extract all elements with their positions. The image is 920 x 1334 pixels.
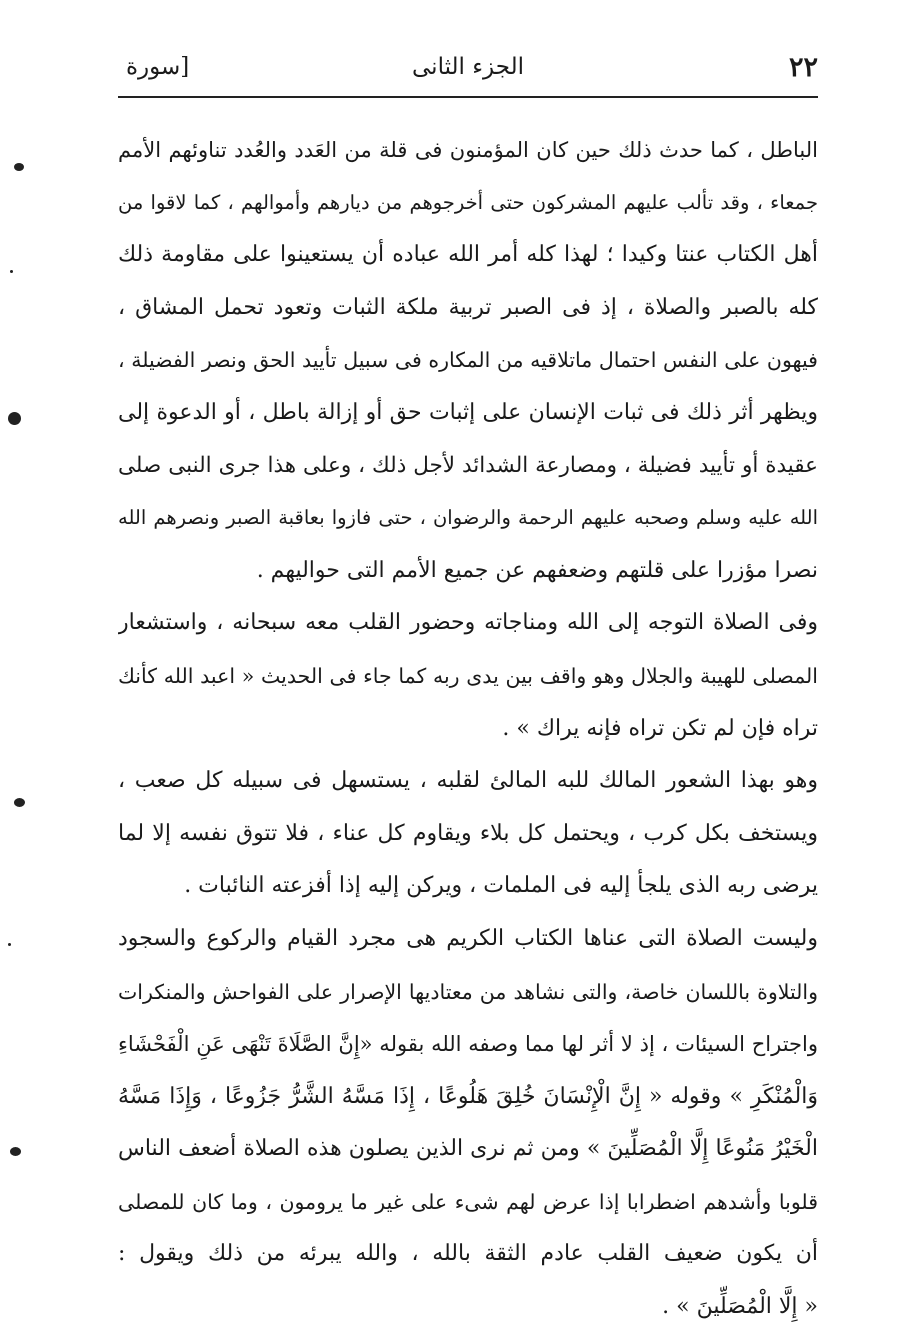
text-line: واجتراح السيئات ، إذ لا أثر لها مما وصفه الله بقوله «إِنَّ الصَّلَاةَ تَنْهَى عَنِ الْفَحْشَاءِ: [118, 1032, 818, 1057]
scan-speck: [10, 1147, 21, 1156]
running-title: الجزء الثانى: [412, 54, 524, 80]
body-text: [118, 124, 818, 1334]
text-line: وهو بهذا الشعور المالك للبه المالئ لقلبه ، يستسهل فى سبيله كل صعب ،: [118, 768, 818, 794]
text-line: ويستخف بكل كرب ، ويحتمل كل بلاء ويقاوم كل عناء ، فلا تتوق نفسه إلا لما: [118, 820, 818, 846]
text-line: والتلاوة باللسان خاصة، والتى نشاهد من معتاديها الإصرار على الفواحش والمنكرات: [118, 979, 818, 1004]
text-line: جمعاء ، وقد تألب عليهم المشركون حتى أخرجوهم من ديارهم وأموالهم ، كما لاقوا من: [118, 190, 818, 214]
scan-speck: [8, 412, 21, 425]
text-line: عقيدة أو تأييد فضيلة ، ومصارعة الشدائد لأجل ذلك ، وعلى هذا جرى النبى صلى: [118, 452, 818, 478]
text-line: المصلى للهيبة والجلال وهو واقف بين يدى ربه كما جاء فى الحديث « اعبد الله كأنك: [118, 663, 818, 688]
header-rule: [118, 96, 818, 98]
text-line: الله عليه وسلم وصحبه عليهم الرحمة والرضوان ، حتى فازوا بعاقبة الصبر ونصرهم الله: [118, 506, 818, 530]
text-line: وليست الصلاة التى عناها الكتاب الكريم هى مجرد القيام والركوع والسجود: [118, 925, 818, 951]
text-line: أن يكون ضعيف القلب عادم الثقة بالله ، والله يبرئه من ذلك ويقول :: [118, 1241, 818, 1267]
surah-label: [سورة: [126, 54, 190, 80]
text-line: نصرا مؤزرا على قلتهم وضعفهم عن جميع الأمم التى حواليهم .: [256, 557, 818, 583]
text-line: ويظهر أثر ذلك فى ثبات الإنسان على إثبات حق أو إزالة باطل ، أو الدعوة إلى: [118, 399, 818, 425]
text-line: أهل الكتاب عنتا وكيدا ؛ لهذا كله أمر الله عباده أن يستعينوا على مقاومة ذلك: [118, 242, 818, 268]
text-line: الْخَيْرُ مَنُوعًا إِلَّا الْمُصَلِّينَ » ومن ثم نرى الذين يصلون هذه الصلاة أضعف الناس: [118, 1136, 818, 1162]
scan-speck: [10, 270, 13, 273]
text-line: « إِلَّا الْمُصَلِّينَ » .: [662, 1294, 818, 1320]
scan-speck: [14, 798, 25, 807]
page-number: ٢٢: [788, 52, 818, 83]
page-header: [118, 50, 818, 94]
text-line: تراه فإن لم تكن تراه فإنه يراك » .: [502, 715, 818, 741]
scan-speck: [8, 943, 11, 946]
text-line: يرضى ربه الذى يلجأ إليه فى الملمات ، ويركن إليه إذا أفزعته النائبات .: [184, 873, 818, 899]
text-line: فيهون على النفس احتمال ماتلاقيه من المكاره فى سبيل تأييد الحق ونصر الفضيلة ،: [118, 348, 818, 373]
text-line: كله بالصبر والصلاة ، إذ فى الصبر تربية ملكة الثبات وتعود تحمل المشاق ،: [118, 294, 818, 320]
scan-speck: [14, 163, 24, 171]
text-line: وفى الصلاة التوجه إلى الله ومناجاته وحضور القلب معه سبحانه ، واستشعار: [118, 610, 818, 636]
text-line: الباطل ، كما حدث ذلك حين كان المؤمنون فى قلة من العَدد والعُدد تناوئهم الأمم: [118, 138, 818, 162]
text-line: قلوبا وأشدهم اضطرابا إذا عرض لهم شىء على غير ما يرومون ، وما كان للمصلى: [118, 1189, 818, 1214]
text-line: وَالْمُنْكَرِ » وقوله « إِنَّ الْإِنْسَانَ خُلِقَ هَلُوعًا ، إِذَا مَسَّهُ الشَّرُّ جَزُوعًا ، وَإِذَا مَسَّهُ: [118, 1083, 818, 1109]
